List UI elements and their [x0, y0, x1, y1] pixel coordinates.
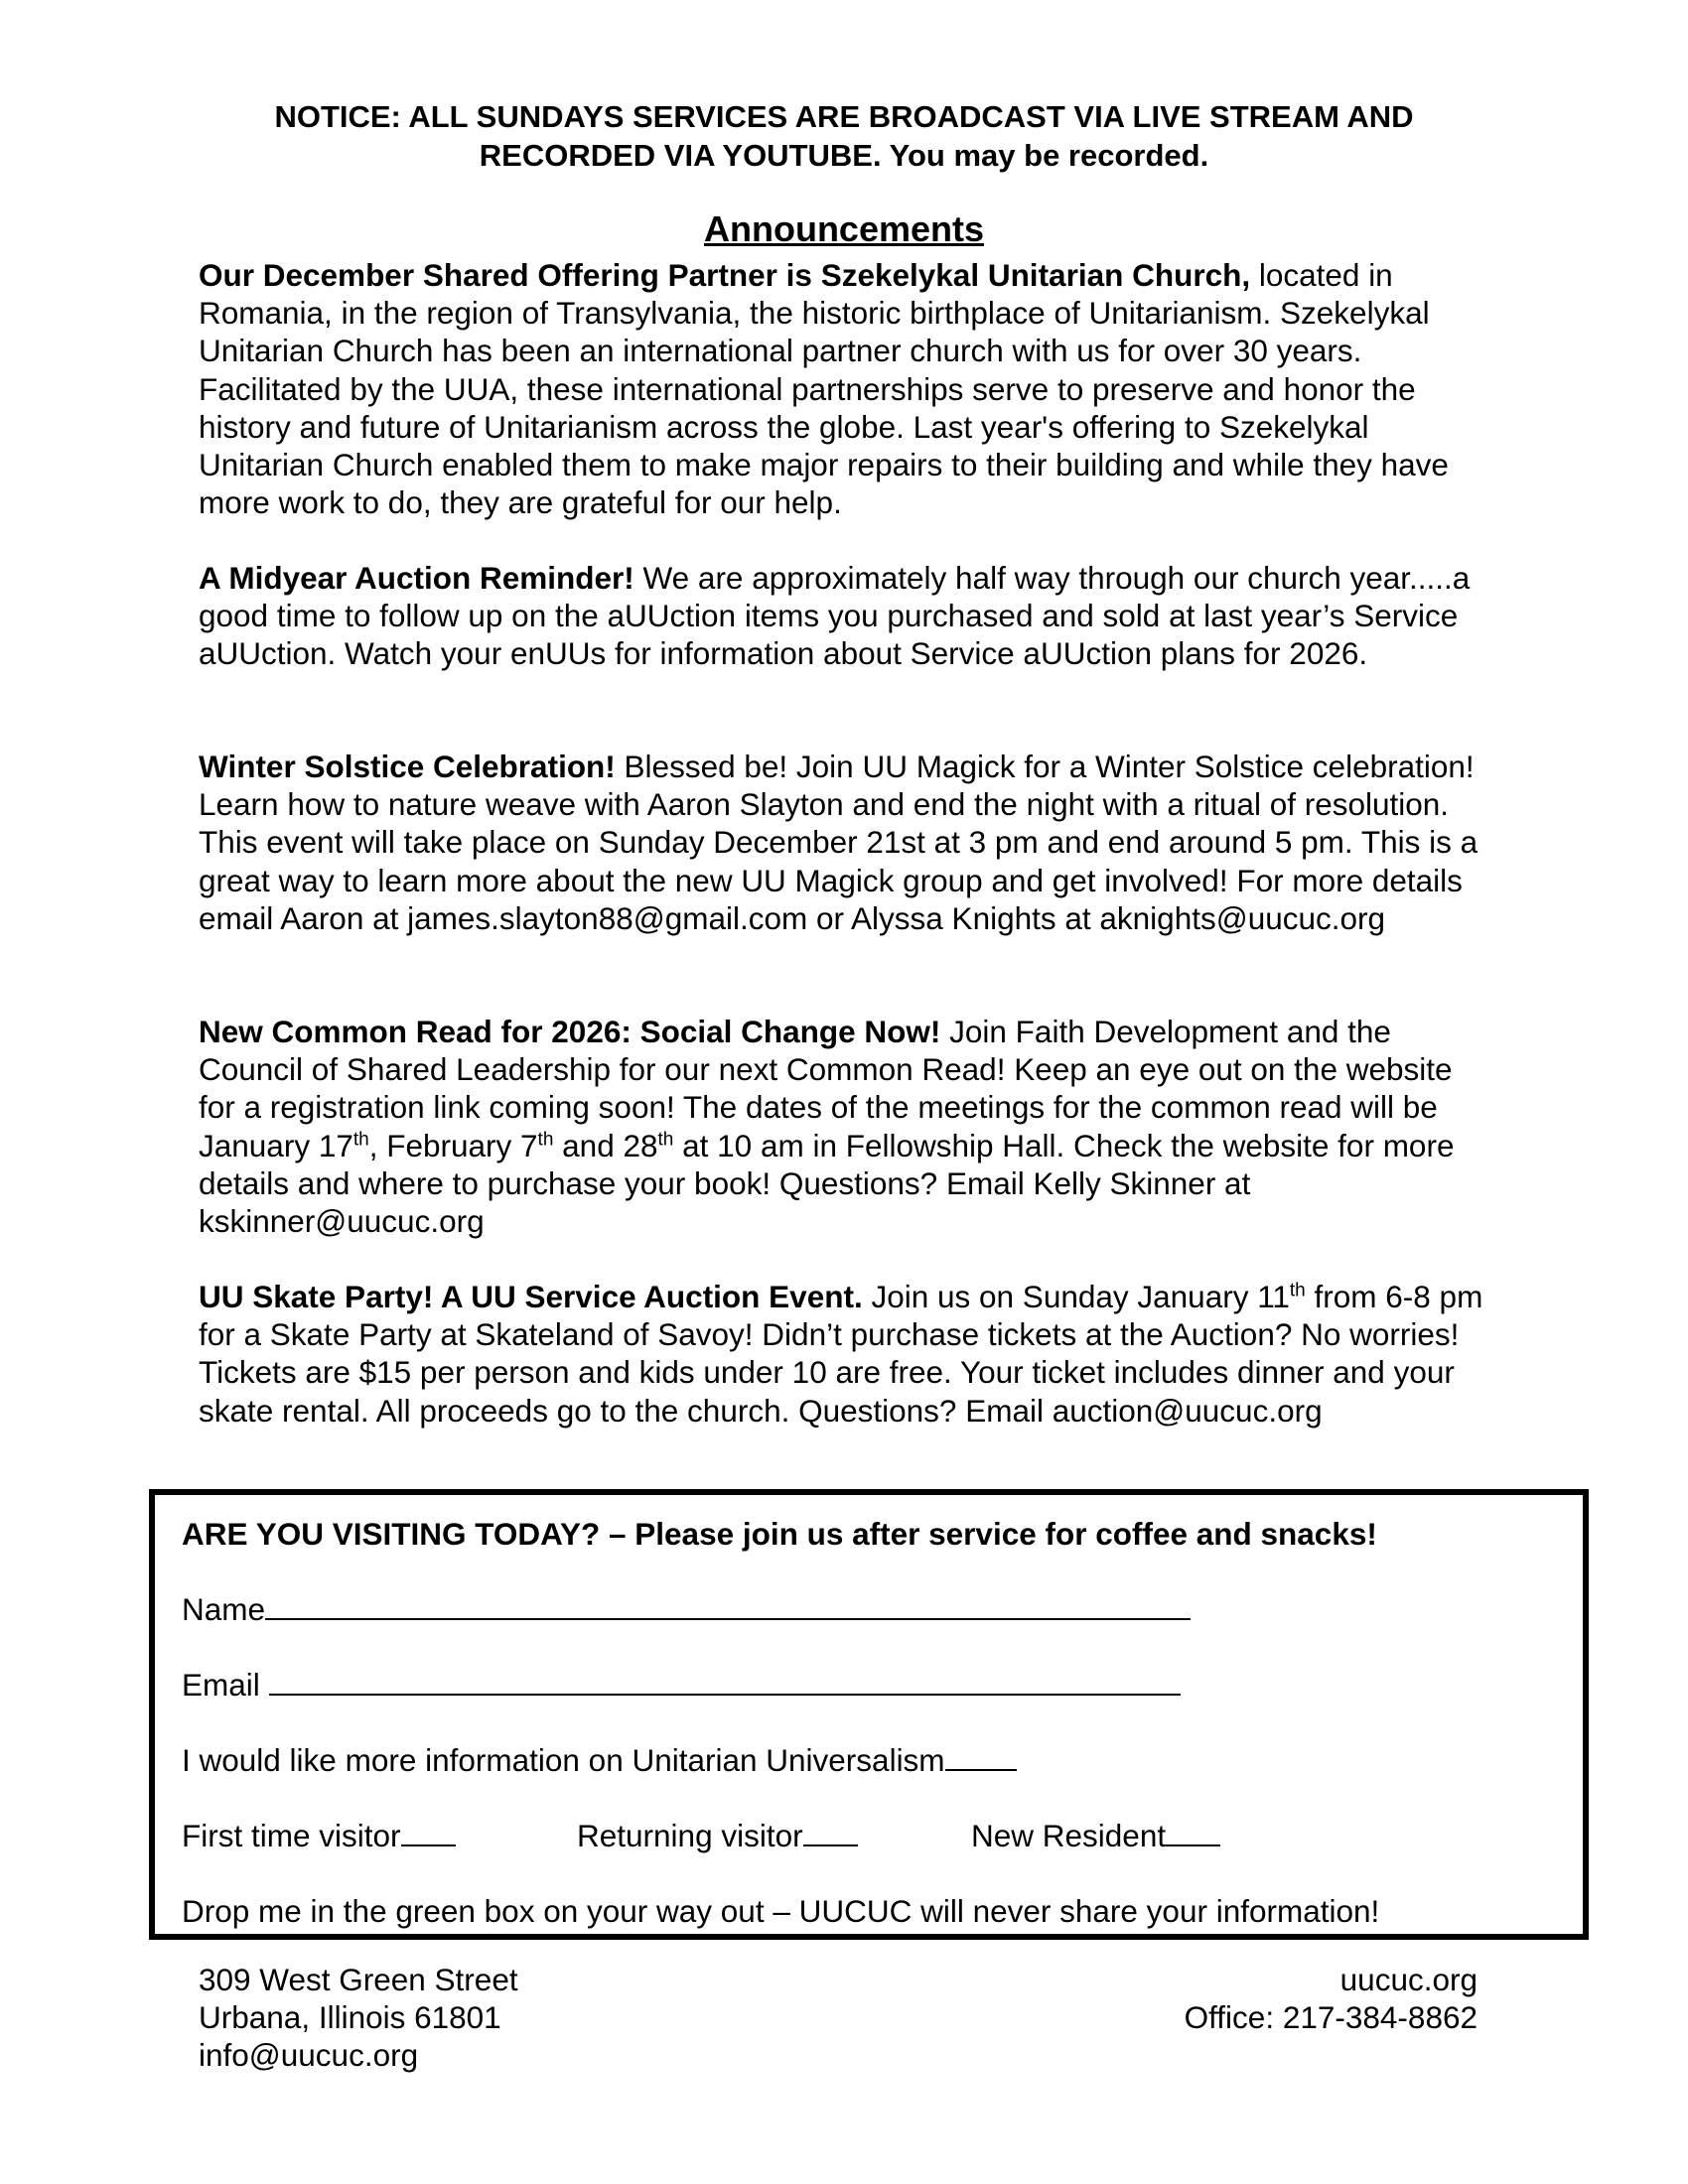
- ordinal-suffix: th: [657, 1129, 674, 1151]
- returning-blank[interactable]: [803, 1817, 858, 1846]
- resident-blank[interactable]: [1166, 1817, 1220, 1846]
- announcement-body: We are approximately half way through our church year.....a good time to follow up on the aUUction items you purchased and sold at last year’s Service aUUction. Watch your enUUs for information about Service aUUction plans for 2026.: [199, 560, 1471, 672]
- visitor-card-title: ARE YOU VISITING TODAY? – Please join us after service for coffee and snacks!: [182, 1516, 1377, 1552]
- announcement-auction-reminder: [199, 559, 1489, 673]
- first-time-label: First time visitor: [182, 1818, 401, 1853]
- email-field: [182, 1666, 1181, 1704]
- returning-label: Returning visitor: [577, 1818, 803, 1853]
- announcement-title: Our December Shared Offering Partner is Szekelykal Unitarian Church,: [199, 257, 1251, 293]
- address-line-1: 309 West Green Street: [199, 1962, 518, 1997]
- announcement-body: from 6-8 pm for a Skate Party at Skateland of Savoy! Didn’t purchase tickets at the Auction? No worries! Tickets are $15 per person and kids under 10 are free. Your ticket includes dinner and your skate rental. All proceeds go to the church. Questions? Email auction@uucuc.org: [199, 1279, 1483, 1429]
- ordinal-suffix: th: [537, 1129, 554, 1151]
- announcement-body: Join us on Sunday January 11: [862, 1279, 1290, 1314]
- announcement-skate-party: [199, 1278, 1489, 1430]
- notice-line-1: NOTICE: ALL SUNDAYS SERVICES ARE BROADCAST VIA LIVE STREAM AND: [274, 99, 1414, 134]
- announcement-body: at 10 am in Fellowship Hall. Check the website for more details and where to purchase your book! Questions? Email Kelly Skinner at kskinner@uucuc.org: [199, 1127, 1455, 1240]
- announcement-title: Winter Solstice Celebration!: [199, 749, 616, 784]
- email-label: Email: [182, 1667, 260, 1703]
- announcement-title: New Common Read for 2026: Social Change Now!: [199, 1014, 941, 1049]
- visitor-card: [149, 1489, 1589, 1940]
- announcement-body: Blessed be! Join UU Magick for a Winter Solstice celebration! Learn how to nature weave with Aaron Slayton and end the night with a ritual of resolution. This event will take place on Sunday December 21st at 3 pm and end around 5 pm. This is a great way to learn more about the new UU Magick group and get involved! For more details email Aaron at james.slayton88@gmail.com or Alyssa Knights at aknights@uucuc.org: [199, 749, 1478, 936]
- visitor-card-note: Drop me in the green box on your way out – UUCUC will never share your information!: [182, 1893, 1380, 1929]
- announcement-title: A Midyear Auction Reminder!: [199, 560, 634, 596]
- new-resident-option: [971, 1817, 1220, 1854]
- more-info-blank[interactable]: [945, 1741, 1017, 1771]
- name-blank-line[interactable]: [265, 1590, 1191, 1620]
- name-label: Name: [182, 1591, 266, 1627]
- announcement-body: and 28: [553, 1127, 658, 1163]
- church-website: uucuc.org: [1339, 1962, 1477, 1997]
- more-info-label: I would like more information on Unitarian Universalism: [182, 1742, 945, 1778]
- ordinal-suffix: th: [352, 1129, 369, 1151]
- announcement-shared-offering: [199, 256, 1489, 521]
- announcement-body: located in Romania, in the region of Transylvania, the historic birthplace of Unitarianism. Szekelykal Unitarian Church has been an international partner church with us for over 30 years. Facilitated by the UUA, these international partnerships serve to preserve and honor the history and future of Unitarianism across the globe. Last year's offering to Szekelykal Unitarian Church enabled them to make major repairs to their building and while they have more work to do, they are grateful for our help.: [199, 257, 1449, 521]
- announcement-title: UU Skate Party! A UU Service Auction Event.: [199, 1279, 863, 1314]
- name-field: [182, 1590, 1191, 1628]
- church-email: info@uucuc.org: [199, 2037, 419, 2073]
- first-time-visitor-option: [182, 1817, 456, 1854]
- announcement-common-read: [199, 1013, 1489, 1240]
- email-blank-line[interactable]: [269, 1666, 1181, 1696]
- resident-label: New Resident: [971, 1818, 1167, 1853]
- church-contact: [1185, 1961, 1477, 2036]
- returning-visitor-option: [577, 1817, 858, 1854]
- announcement-winter-solstice: [199, 748, 1489, 937]
- announcement-body: , February 7: [368, 1127, 538, 1163]
- more-info-field: [182, 1741, 1017, 1779]
- live-stream-notice: [159, 97, 1529, 175]
- ordinal-suffix: th: [1289, 1280, 1306, 1301]
- announcement-body: Join Faith Development and the Council of Shared Leadership for our next Common Read! Keep an eye out on the website for a registration link coming soon! The dates of the meetings for the common read will be January 17: [199, 1014, 1453, 1163]
- notice-line-2: RECORDED VIA YOUTUBE. You may be recorded.: [479, 138, 1209, 173]
- address-line-2: Urbana, Illinois 61801: [199, 1999, 501, 2035]
- church-address: [199, 1961, 518, 2074]
- first-time-blank[interactable]: [401, 1817, 456, 1846]
- announcements-heading: Announcements: [703, 208, 985, 249]
- office-phone: Office: 217-384-8862: [1184, 1999, 1477, 2035]
